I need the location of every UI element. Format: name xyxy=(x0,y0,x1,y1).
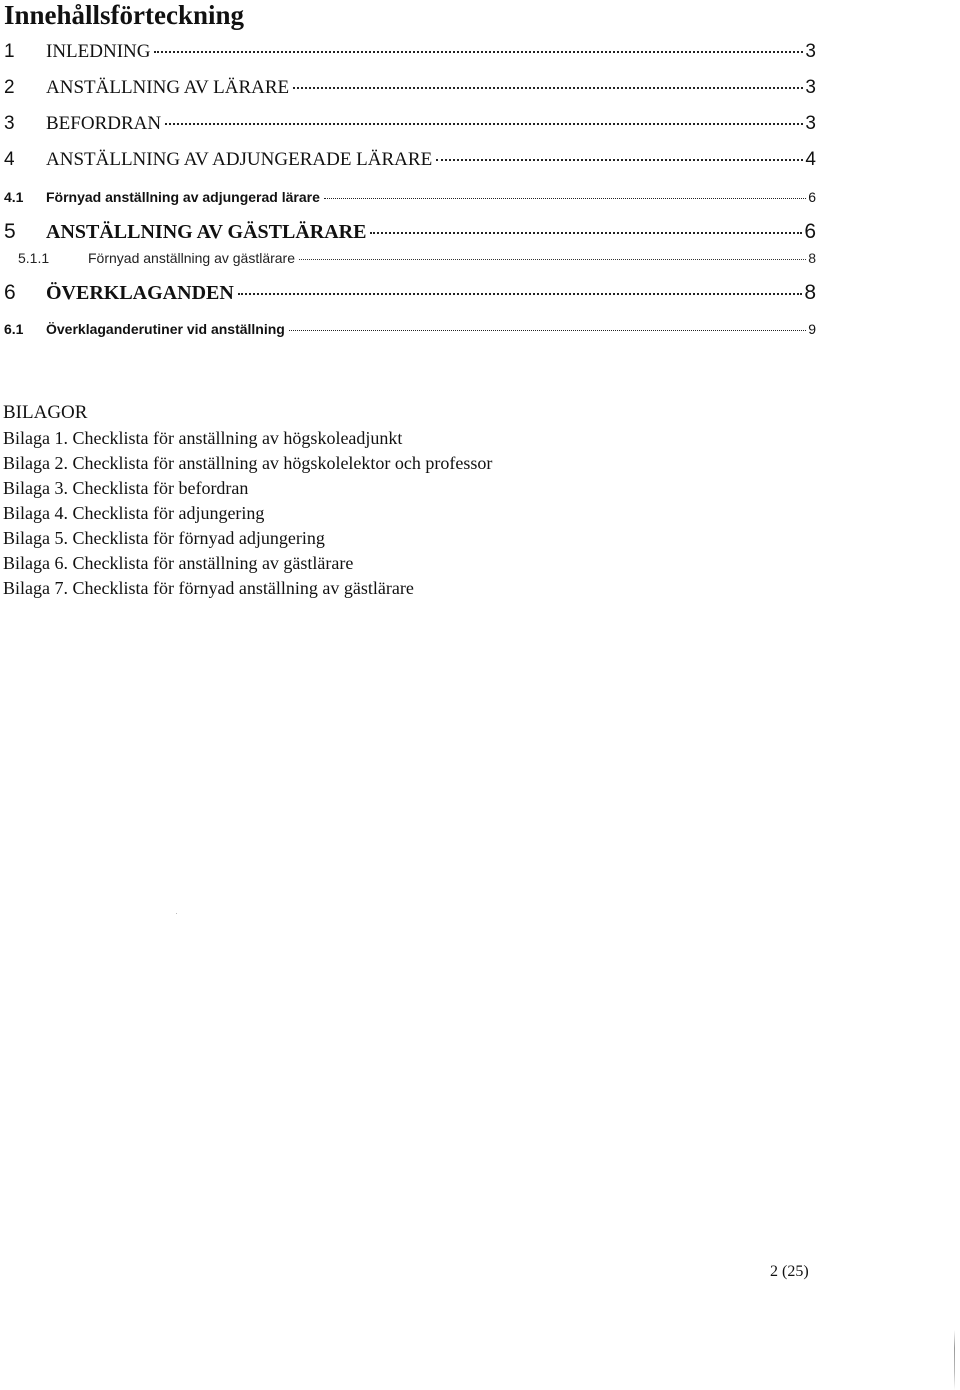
toc-entry-number: 2 xyxy=(4,77,15,98)
toc-entry-page: 6 xyxy=(804,220,816,243)
toc-entry-title: BEFORDRAN xyxy=(46,113,162,134)
toc-leader-dots xyxy=(299,259,806,260)
page-title: Innehållsförteckning xyxy=(4,0,245,30)
toc-entry-number: 5 xyxy=(4,220,16,243)
toc-entry-page: 3 xyxy=(805,77,816,98)
appendix-item-7: Bilaga 7. Checklista för förnyad anställning av gästlärare xyxy=(3,578,414,598)
toc-entry-title: ANSTÄLLNING AV LÄRARE xyxy=(46,77,290,98)
toc-entry-title: ÖVERKLAGANDEN xyxy=(46,282,234,304)
toc-entry-title: Överklaganderutiner vid anställning xyxy=(46,321,285,337)
appendix-item-2: Bilaga 2. Checklista för anställning av högskolelektor och professor xyxy=(3,453,493,473)
toc-entry-3[interactable] xyxy=(4,113,816,135)
appendix-item-5: Bilaga 5. Checklista för förnyad adjungering xyxy=(3,528,325,548)
appendix-item-6: Bilaga 6. Checklista för anställning av gästlärare xyxy=(3,553,354,573)
toc-entry-6[interactable] xyxy=(4,281,816,305)
toc-entry-title: Förnyad anställning av gästlärare xyxy=(88,250,296,266)
toc-entry-6-1[interactable] xyxy=(4,321,816,337)
toc-leader-dots xyxy=(238,293,803,295)
toc-leader-dots xyxy=(293,87,803,89)
scan-speck xyxy=(176,913,177,914)
appendix-heading: BILAGOR xyxy=(3,402,88,423)
toc-leader-dots xyxy=(370,232,802,234)
toc-entry-number: 6 xyxy=(4,281,16,304)
toc-entry-page: 6 xyxy=(808,189,816,205)
toc-entry-page: 3 xyxy=(805,113,816,134)
toc-entry-number: 6.1 xyxy=(4,321,24,337)
toc-entry-number: 1 xyxy=(4,41,15,62)
toc-entry-4[interactable] xyxy=(4,149,816,171)
toc-entry-page: 3 xyxy=(805,41,816,62)
toc-entry-number: 5.1.1 xyxy=(18,250,50,266)
toc-leader-dots xyxy=(289,330,806,331)
toc-entry-number: 4.1 xyxy=(4,189,24,205)
appendix-item-1: Bilaga 1. Checklista för anställning av högskoleadjunkt xyxy=(3,428,403,448)
toc-entry-title: ANSTÄLLNING AV ADJUNGERADE LÄRARE xyxy=(46,149,433,170)
toc-entry-number: 4 xyxy=(4,149,15,170)
appendix-item-4: Bilaga 4. Checklista för adjungering xyxy=(3,503,265,523)
toc-entry-2[interactable] xyxy=(4,77,816,99)
toc-entry-page: 8 xyxy=(804,281,816,304)
toc-leader-dots xyxy=(324,198,806,199)
appendix-item-3: Bilaga 3. Checklista för befordran xyxy=(3,478,249,498)
scan-edge-line xyxy=(954,1330,955,1390)
toc-entry-title: ANSTÄLLNING AV GÄSTLÄRARE xyxy=(46,221,367,243)
toc-entry-page: 4 xyxy=(805,149,816,170)
toc-entry-4-1[interactable] xyxy=(4,189,816,205)
toc-leader-dots xyxy=(154,51,803,53)
toc-entry-title: INLEDNING xyxy=(46,41,151,62)
toc-entry-1[interactable] xyxy=(4,41,816,63)
page-number: 2 (25) xyxy=(770,1263,809,1280)
toc-entry-page: 9 xyxy=(808,321,816,337)
toc-entry-title: Förnyad anställning av adjungerad lärare xyxy=(46,189,320,205)
toc-leader-dots xyxy=(436,159,803,161)
toc-entry-5[interactable] xyxy=(4,220,816,244)
appendix-list xyxy=(3,426,492,601)
toc-entry-page: 8 xyxy=(808,250,816,266)
toc-entry-5-1-1[interactable] xyxy=(4,250,816,266)
toc-entry-number: 3 xyxy=(4,113,15,134)
toc-leader-dots xyxy=(165,123,803,125)
